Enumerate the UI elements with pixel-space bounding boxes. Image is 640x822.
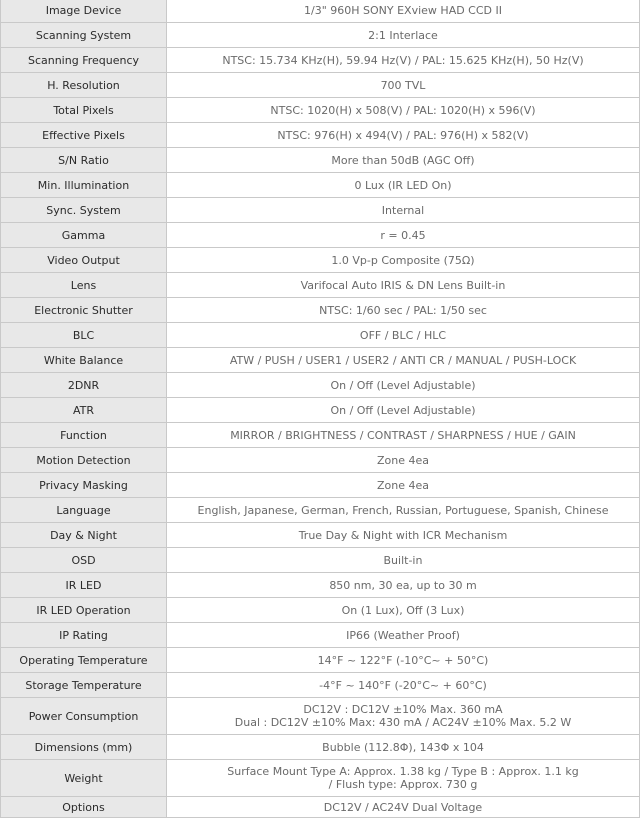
spec-label: Dimensions (mm)	[1, 735, 167, 760]
spec-value-line: IP66 (Weather Proof)	[346, 628, 460, 642]
spec-label: Scanning Frequency	[1, 48, 167, 73]
spec-label: Effective Pixels	[1, 123, 167, 148]
spec-value-line: Zone 4ea	[376, 478, 429, 492]
spec-value-line: Zone 4ea	[376, 453, 429, 467]
spec-value	[167, 23, 640, 48]
spec-value	[167, 173, 640, 198]
spec-row	[1, 123, 640, 148]
spec-row	[1, 398, 640, 423]
spec-value	[167, 273, 640, 298]
spec-value-line: Dual : DC12V ±10% Max: 430 mA / AC24V ±10% Max. 5.2 W	[234, 716, 572, 729]
spec-value-line: On / Off (Level Adjustable)	[330, 378, 476, 392]
spec-value	[167, 198, 640, 223]
spec-label: Operating Temperature	[1, 648, 167, 673]
spec-value	[167, 448, 640, 473]
spec-row	[1, 148, 640, 173]
spec-label: Sync. System	[1, 198, 167, 223]
spec-value	[167, 760, 640, 797]
spec-label: White Balance	[1, 348, 167, 373]
spec-label: Options	[1, 797, 167, 818]
spec-value	[167, 498, 640, 523]
spec-label: S/N Ratio	[1, 148, 167, 173]
spec-value-line: DC12V : DC12V ±10% Max. 360 mA	[303, 703, 503, 716]
spec-value	[167, 323, 640, 348]
spec-row	[1, 223, 640, 248]
spec-value	[167, 548, 640, 573]
spec-value	[167, 248, 640, 273]
spec-row	[1, 423, 640, 448]
spec-value-line: -4°F ~ 140°F (-20°C~ + 60°C)	[319, 678, 487, 692]
spec-label: Language	[1, 498, 167, 523]
spec-value	[167, 523, 640, 548]
spec-value-line: 14°F ~ 122°F (-10°C~ + 50°C)	[317, 653, 489, 667]
spec-value	[167, 735, 640, 760]
spec-value	[167, 123, 640, 148]
spec-value-line: 1.0 Vp-p Composite (75Ω)	[331, 253, 475, 267]
spec-label: OSD	[1, 548, 167, 573]
spec-row	[1, 248, 640, 273]
spec-value-line: OFF / BLC / HLC	[359, 328, 447, 342]
spec-label: H. Resolution	[1, 73, 167, 98]
spec-label: Weight	[1, 760, 167, 797]
spec-label: Min. Illumination	[1, 173, 167, 198]
spec-row	[1, 0, 640, 23]
spec-row	[1, 797, 640, 818]
spec-row	[1, 473, 640, 498]
spec-row	[1, 323, 640, 348]
spec-value-line: Internal	[381, 203, 425, 217]
spec-value-line: / Flush type: Approx. 730 g	[328, 778, 478, 791]
spec-value-line: MIRROR / BRIGHTNESS / CONTRAST / SHARPNESS / HUE / GAIN	[230, 428, 576, 442]
spec-value-line: 2:1 Interlace	[368, 28, 438, 42]
spec-value	[167, 148, 640, 173]
spec-value-line: On (1 Lux), Off (3 Lux)	[341, 603, 465, 617]
spec-value	[167, 648, 640, 673]
spec-label: Function	[1, 423, 167, 448]
spec-value-line: NTSC: 1020(H) x 508(V) / PAL: 1020(H) x 596(V)	[270, 103, 536, 117]
spec-value-line: 0 Lux (IR LED On)	[354, 178, 452, 192]
spec-value-line: DC12V / AC24V Dual Voltage	[323, 800, 483, 814]
spec-row	[1, 648, 640, 673]
spec-value	[167, 673, 640, 698]
spec-label: IR LED	[1, 573, 167, 598]
spec-row	[1, 48, 640, 73]
spec-value	[167, 0, 640, 23]
spec-value	[167, 797, 640, 818]
spec-row	[1, 623, 640, 648]
spec-value-line: True Day & Night with ICR Mechanism	[298, 528, 508, 542]
spec-label: BLC	[1, 323, 167, 348]
spec-value-line: Built-in	[383, 553, 423, 567]
spec-value-line: NTSC: 1/60 sec / PAL: 1/50 sec	[319, 303, 487, 317]
spec-value-line: NTSC: 976(H) x 494(V) / PAL: 976(H) x 582(V)	[277, 128, 529, 142]
spec-row	[1, 23, 640, 48]
spec-value	[167, 298, 640, 323]
spec-value-line: Surface Mount Type A: Approx. 1.38 kg / Type B : Approx. 1.1 kg	[227, 765, 579, 778]
spec-row	[1, 698, 640, 735]
spec-label: Total Pixels	[1, 98, 167, 123]
spec-label: IR LED Operation	[1, 598, 167, 623]
spec-label: 2DNR	[1, 373, 167, 398]
spec-row	[1, 573, 640, 598]
spec-value-line: Varifocal Auto IRIS & DN Lens Built-in	[300, 278, 506, 292]
spec-row	[1, 760, 640, 797]
spec-row	[1, 673, 640, 698]
spec-value	[167, 373, 640, 398]
spec-value	[167, 698, 640, 735]
spec-row	[1, 273, 640, 298]
spec-value	[167, 598, 640, 623]
spec-value	[167, 423, 640, 448]
spec-value-line: NTSC: 15.734 KHz(H), 59.94 Hz(V) / PAL: 15.625 KHz(H), 50 Hz(V)	[222, 53, 584, 67]
spec-label: Motion Detection	[1, 448, 167, 473]
spec-label: Privacy Masking	[1, 473, 167, 498]
spec-label: Video Output	[1, 248, 167, 273]
spec-table-body	[1, 0, 640, 818]
spec-row	[1, 298, 640, 323]
spec-label: Gamma	[1, 223, 167, 248]
spec-row	[1, 98, 640, 123]
spec-value-line: 850 nm, 30 ea, up to 30 m	[329, 578, 477, 592]
spec-value	[167, 348, 640, 373]
spec-label: Image Device	[1, 0, 167, 23]
spec-value	[167, 98, 640, 123]
spec-row	[1, 198, 640, 223]
spec-value	[167, 573, 640, 598]
spec-label: Electronic Shutter	[1, 298, 167, 323]
spec-label: Storage Temperature	[1, 673, 167, 698]
spec-value	[167, 473, 640, 498]
spec-label: Scanning System	[1, 23, 167, 48]
spec-label: IP Rating	[1, 623, 167, 648]
spec-label: Day & Night	[1, 523, 167, 548]
spec-row	[1, 348, 640, 373]
spec-label: ATR	[1, 398, 167, 423]
spec-row	[1, 73, 640, 98]
spec-value	[167, 48, 640, 73]
spec-value-line: ATW / PUSH / USER1 / USER2 / ANTI CR / MANUAL / PUSH-LOCK	[229, 353, 577, 367]
spec-value-line: r = 0.45	[380, 228, 426, 242]
spec-label: Power Consumption	[1, 698, 167, 735]
spec-row	[1, 373, 640, 398]
spec-value-line: 1/3" 960H SONY EXview HAD CCD II	[304, 3, 502, 17]
spec-label: Lens	[1, 273, 167, 298]
spec-value-line: English, Japanese, German, French, Russian, Portuguese, Spanish, Chinese	[197, 503, 609, 517]
spec-value-line: 700 TVL	[380, 78, 426, 92]
spec-value	[167, 223, 640, 248]
spec-row	[1, 498, 640, 523]
spec-value-line: On / Off (Level Adjustable)	[330, 403, 476, 417]
spec-value	[167, 73, 640, 98]
spec-row	[1, 548, 640, 573]
spec-row	[1, 448, 640, 473]
spec-row	[1, 735, 640, 760]
spec-row	[1, 523, 640, 548]
spec-row	[1, 173, 640, 198]
spec-value	[167, 623, 640, 648]
spec-value-line: More than 50dB (AGC Off)	[331, 153, 475, 167]
spec-row	[1, 598, 640, 623]
spec-value-line: Bubble (112.8Φ), 143Φ x 104	[322, 740, 484, 754]
spec-value	[167, 398, 640, 423]
